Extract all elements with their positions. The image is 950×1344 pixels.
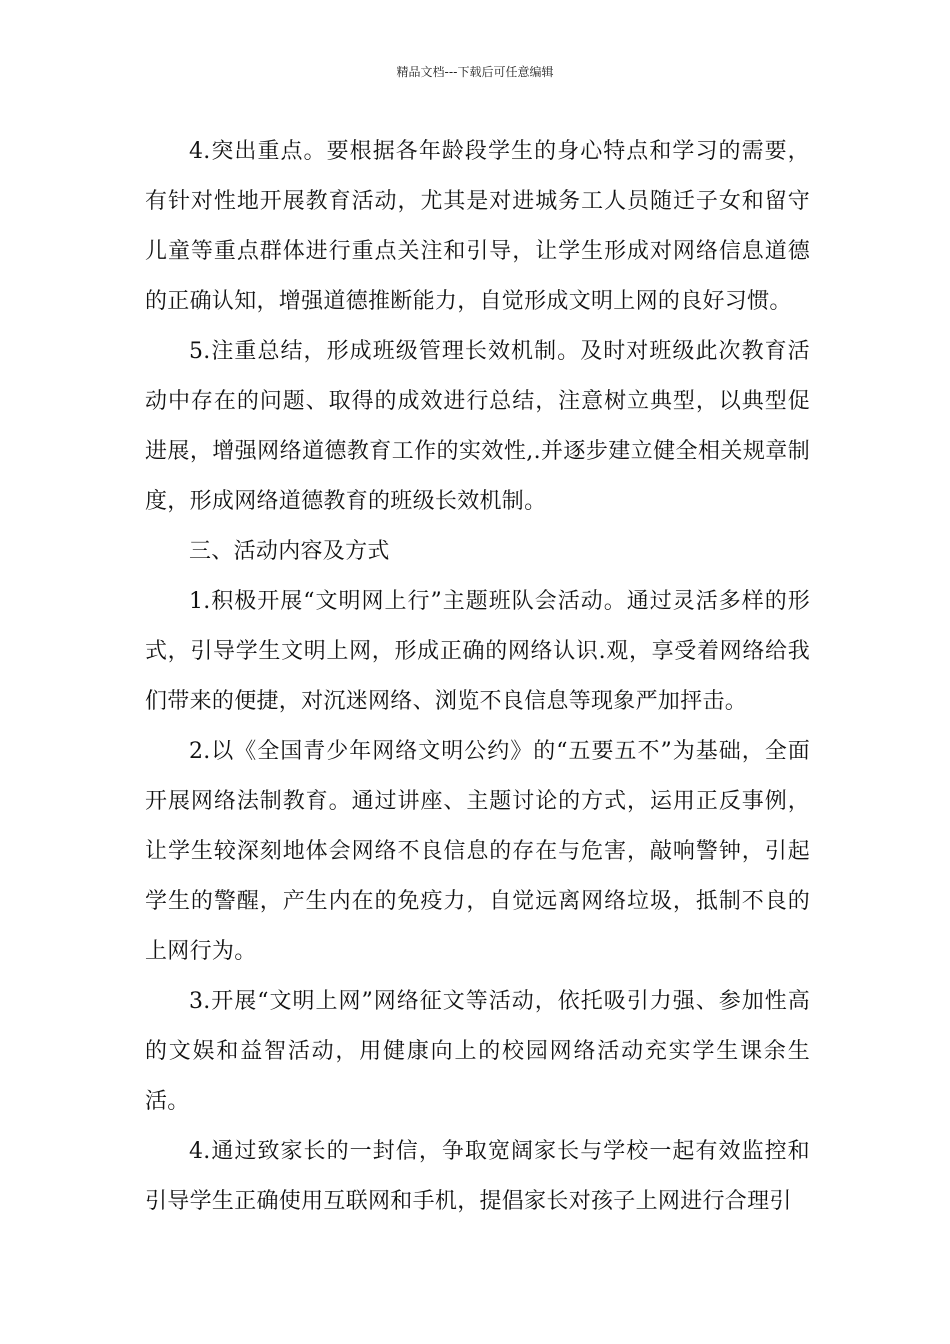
paragraph-activity-2: 2.以《全国青少年网络文明公约》的“五要五不”为基础，全面开展网络法制教育。通过讲座、主题讨论的方式，运用正反事例，让学生较深刻地体会网络不良信息的存在与危害，敲响警钟，引起学生的警醒，产生内在的免疫力，自觉远离网络垃圾，抵制不良的上网行为。 xyxy=(145,739,810,964)
section-heading-activities: 三、活动内容及方式 xyxy=(189,539,390,564)
paragraph-activity-3: 3.开展“文明上网”网络征文等活动，依托吸引力强、参加性高的文娱和益智活动，用健康向上的校园网络活动充实学生课余生活。 xyxy=(145,989,810,1114)
paragraph-highlight-focus: 4.突出重点。要根据各年龄段学生的身心特点和学习的需要，有针对性地开展教育活动，尤其是对进城务工人员随迁子女和留守儿童等重点群体进行重点关注和引导，让学生形成对网络信息道德的正确认知，增强道德推断能力，自觉形成文明上网的良好习惯。 xyxy=(145,139,810,314)
paragraph-summary-mechanism: 5.注重总结，形成班级管理长效机制。及时对班级此次教育活动中存在的问题、取得的成效进行总结，注意树立典型，以典型促进展，增强网络道德教育工作的实效性,.并逐步建立健全相关规章制度，形成网络道德教育的班级长效机制。 xyxy=(145,339,810,514)
paragraph-activity-1: 1.积极开展“文明网上行”主题班队会活动。通过灵活多样的形式，引导学生文明上网，形成正确的网络认识.观，享受着网络给我们带来的便捷，对沉迷网络、浏览不良信息等现象严加抨击。 xyxy=(145,589,810,714)
paragraph-activity-4: 4.通过致家长的一封信，争取宽阔家长与学校一起有效监控和引导学生正确使用互联网和手机，提倡家长对孩子上网进行合理引 xyxy=(145,1139,810,1214)
page-header: 精品文档---下载后可任意编辑 xyxy=(396,65,554,79)
document-body xyxy=(145,127,810,1227)
